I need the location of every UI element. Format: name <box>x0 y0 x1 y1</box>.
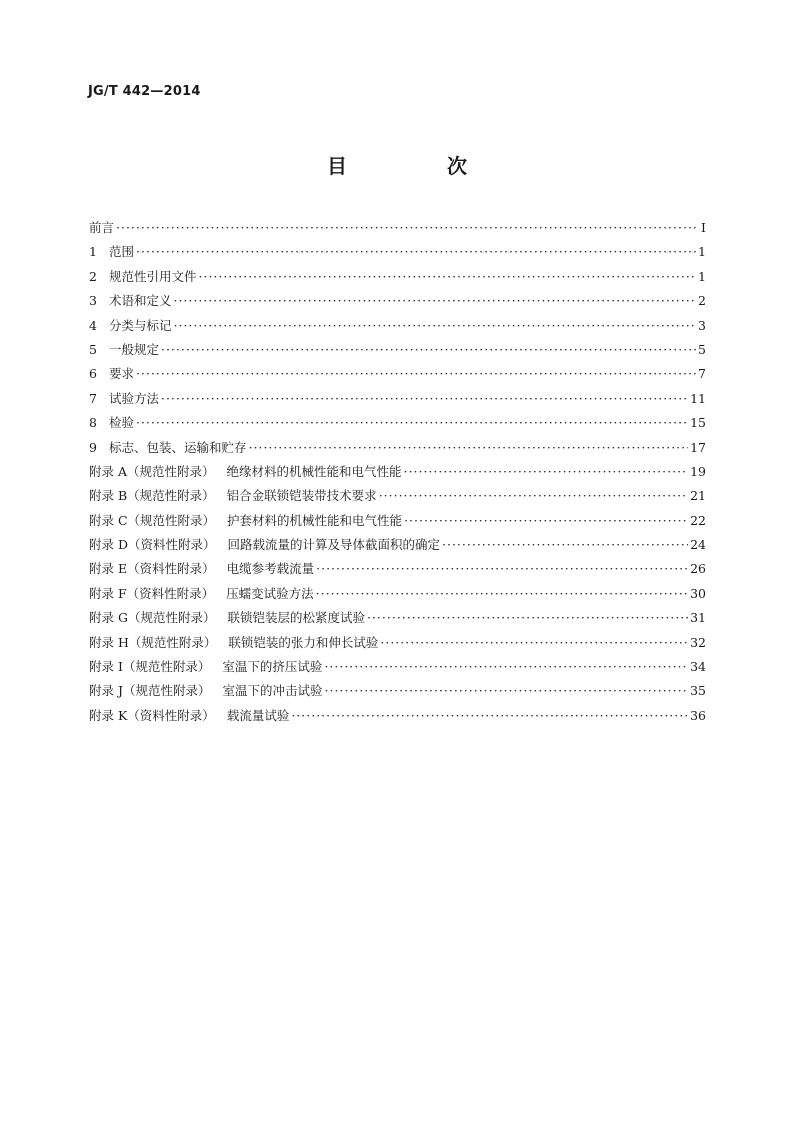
toc-entry-title: 铝合金联锁铠装带技术要求 <box>226 488 377 504</box>
toc-leader-dots <box>173 314 696 338</box>
toc-entry-title: 联锁铠装层的松紧度试验 <box>227 610 365 626</box>
toc-leader-dots <box>161 387 688 411</box>
toc-entry-label <box>89 704 289 728</box>
toc-entry-page: 7 <box>698 366 706 382</box>
toc-entry-label <box>89 387 159 411</box>
toc-entry-number: 附录 I（规范性附录） <box>89 659 211 675</box>
toc-entry-number: 1 <box>89 244 97 260</box>
toc-entry-number: 3 <box>89 293 97 309</box>
toc-entry-annex-c[interactable] <box>89 509 706 533</box>
toc-leader-dots <box>291 704 688 728</box>
toc-leader-dots <box>161 338 696 362</box>
toc-leader-dots <box>248 436 688 460</box>
toc-leader-dots <box>442 533 688 557</box>
toc-entry-label <box>89 582 314 606</box>
toc-entry-number: 9 <box>89 439 97 455</box>
toc-entry-4[interactable] <box>89 314 706 338</box>
toc-entry-number: 附录 D（资料性附录） <box>89 537 216 553</box>
toc-entry-title: 载流量试验 <box>226 707 290 723</box>
toc-entry-page: 26 <box>690 561 706 577</box>
toc-entry-page: 30 <box>690 585 706 601</box>
toc-entry-page: 5 <box>698 341 706 357</box>
toc-entry-annex-k[interactable] <box>89 704 706 728</box>
toc-entry-label <box>89 265 196 289</box>
toc-entry-foreword[interactable] <box>89 216 706 240</box>
toc-entry-3[interactable] <box>89 289 706 313</box>
table-of-contents <box>89 216 706 728</box>
toc-entry-page: 1 <box>698 268 706 284</box>
toc-entry-annex-j[interactable] <box>89 679 706 703</box>
toc-entry-page: 1 <box>698 244 706 260</box>
toc-entry-title: 绝缘材料的机械性能和电气性能 <box>226 463 402 479</box>
toc-entry-9[interactable] <box>89 436 706 460</box>
toc-leader-dots <box>324 655 688 679</box>
toc-entry-label <box>89 484 377 508</box>
toc-entry-label <box>89 655 322 679</box>
toc-entry-annex-e[interactable] <box>89 557 706 581</box>
toc-entry-title: 联锁铠装的张力和伸长试验 <box>228 634 379 650</box>
toc-entry-title: 术语和定义 <box>108 293 172 309</box>
toc-entry-label <box>89 289 171 313</box>
toc-entry-title: 一般规定 <box>108 341 159 357</box>
toc-entry-number: 附录 H（规范性附录） <box>89 634 217 650</box>
toc-entry-number: 4 <box>89 317 97 333</box>
toc-entry-label <box>89 631 378 655</box>
toc-entry-title: 前言 <box>89 220 115 235</box>
toc-entry-label <box>89 338 159 362</box>
toc-entry-title: 试验方法 <box>108 390 159 406</box>
toc-entry-page: 17 <box>690 439 706 455</box>
toc-entry-title: 要求 <box>108 366 134 382</box>
toc-entry-title: 护套材料的机械性能和电气性能 <box>227 512 403 528</box>
toc-leader-dots <box>380 631 688 655</box>
toc-entry-number: 2 <box>89 268 97 284</box>
toc-entry-label <box>89 314 171 338</box>
toc-entry-title: 压蠕变试验方法 <box>226 585 314 601</box>
toc-entry-annex-a[interactable] <box>89 460 706 484</box>
toc-entry-title: 室温下的挤压试验 <box>222 659 323 675</box>
toc-entry-number: 附录 B（规范性附录） <box>89 488 215 504</box>
toc-entry-number: 6 <box>89 366 97 382</box>
toc-entry-page: 31 <box>690 610 706 626</box>
toc-entry-label <box>89 216 114 240</box>
toc-entry-page: 22 <box>690 512 706 528</box>
toc-entry-label <box>89 679 323 703</box>
toc-entry-1[interactable] <box>89 240 706 264</box>
toc-leader-dots <box>136 240 696 264</box>
toc-entry-page: 34 <box>690 659 706 675</box>
toc-leader-dots <box>136 362 696 386</box>
toc-leader-dots <box>404 460 689 484</box>
toc-entry-label <box>89 557 314 581</box>
toc-leader-dots <box>404 509 688 533</box>
toc-entry-page: 24 <box>690 537 706 553</box>
toc-entry-label <box>89 460 402 484</box>
toc-entry-page: 2 <box>698 293 706 309</box>
toc-entry-number: 8 <box>89 415 97 431</box>
toc-entry-title: 规范性引用文件 <box>108 268 197 284</box>
toc-entry-label <box>89 606 365 630</box>
toc-entry-2[interactable] <box>89 265 706 289</box>
toc-entry-number: 附录 E（资料性附录） <box>89 561 215 577</box>
toc-entry-page: Ⅰ <box>701 220 706 235</box>
toc-entry-label <box>89 436 246 460</box>
toc-entry-annex-g[interactable] <box>89 606 706 630</box>
toc-leader-dots <box>116 216 699 240</box>
toc-entry-annex-d[interactable] <box>89 533 706 557</box>
toc-entry-title: 室温下的冲击试验 <box>222 683 323 699</box>
toc-entry-title: 标志、包装、运输和贮存 <box>108 439 247 455</box>
toc-entry-label <box>89 411 134 435</box>
toc-leader-dots <box>367 606 688 630</box>
toc-entry-annex-b[interactable] <box>89 484 706 508</box>
standard-code: JG/T 442—2014 <box>88 84 201 99</box>
toc-entry-title: 电缆参考载流量 <box>226 561 315 577</box>
toc-entry-5[interactable] <box>89 338 706 362</box>
toc-leader-dots <box>379 484 688 508</box>
toc-entry-title: 检验 <box>108 415 134 431</box>
toc-entry-page: 19 <box>690 463 706 479</box>
toc-entry-page: 21 <box>690 488 706 504</box>
toc-entry-label <box>89 509 402 533</box>
toc-entry-page: 3 <box>698 317 706 333</box>
toc-entry-8[interactable] <box>89 411 706 435</box>
toc-entry-page: 35 <box>690 683 706 699</box>
toc-entry-label <box>89 240 134 264</box>
toc-leader-dots <box>325 679 689 703</box>
toc-entry-number: 附录 K（资料性附录） <box>89 707 215 723</box>
toc-entry-title: 回路载流量的计算及导体截面积的确定 <box>227 537 441 553</box>
toc-entry-number: 附录 G（规范性附录） <box>89 610 216 626</box>
toc-leader-dots <box>316 582 688 606</box>
toc-leader-dots <box>136 411 688 435</box>
toc-leader-dots <box>316 557 688 581</box>
toc-entry-7[interactable] <box>89 387 706 411</box>
toc-entry-number: 附录 F（资料性附录） <box>89 585 215 601</box>
page-title: 目 次 <box>327 154 507 178</box>
toc-entry-6[interactable] <box>89 362 706 386</box>
toc-entry-annex-h[interactable] <box>89 631 706 655</box>
toc-entry-title: 范围 <box>108 244 134 260</box>
toc-entry-number: 附录 A（规范性附录） <box>89 463 215 479</box>
toc-entry-annex-f[interactable] <box>89 582 706 606</box>
toc-entry-number: 7 <box>89 390 97 406</box>
toc-leader-dots <box>198 265 696 289</box>
toc-entry-page: 36 <box>690 707 706 723</box>
toc-entry-number: 附录 C（规范性附录） <box>89 512 216 528</box>
toc-entry-number: 附录 J（规范性附录） <box>89 683 211 699</box>
toc-entry-annex-i[interactable] <box>89 655 706 679</box>
toc-entry-label <box>89 533 440 557</box>
toc-entry-number: 5 <box>89 341 97 357</box>
toc-entry-page: 11 <box>690 390 706 406</box>
toc-entry-title: 分类与标记 <box>108 317 172 333</box>
toc-leader-dots <box>173 289 696 313</box>
toc-entry-page: 32 <box>690 634 706 650</box>
toc-entry-label <box>89 362 134 386</box>
toc-entry-page: 15 <box>690 415 706 431</box>
